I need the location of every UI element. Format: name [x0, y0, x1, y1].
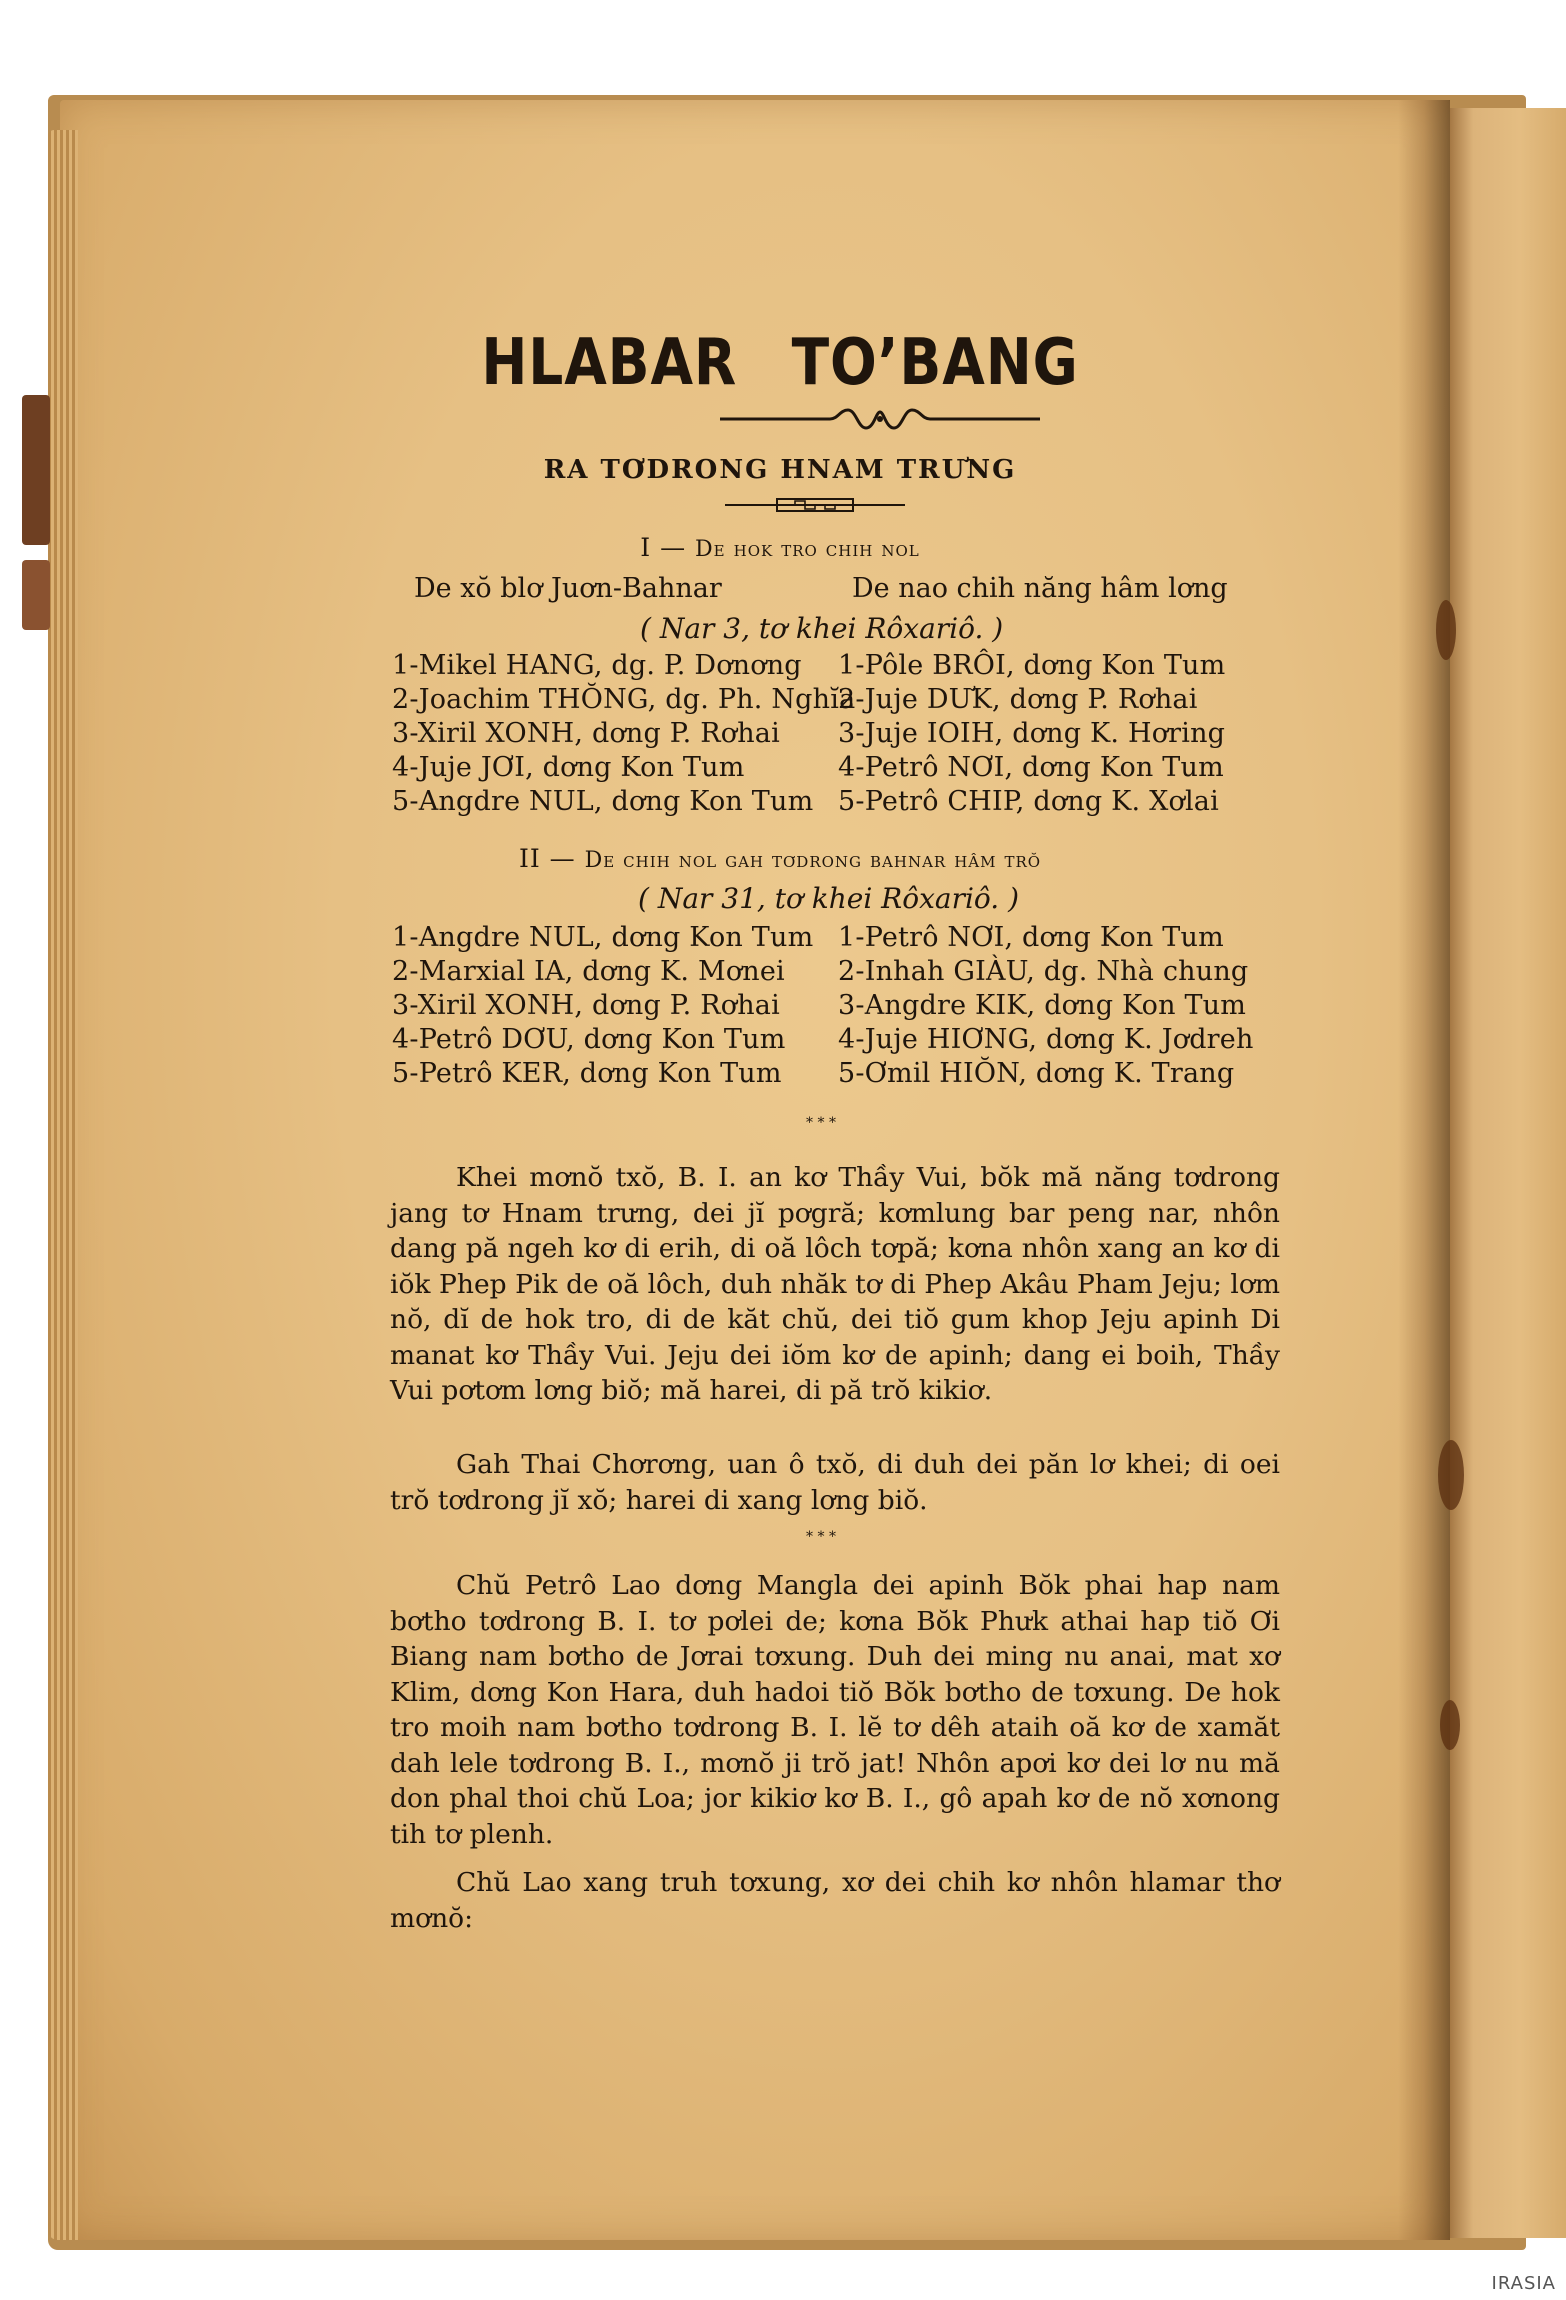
list-item: 3-Juje IOIH, dơng K. Hơring: [838, 718, 1226, 749]
edge-stain: [1440, 1700, 1460, 1750]
paragraph-text: Gah Thai Chơrơng, uan ô txŏ, di duh dei păn lơ khei; di oei trŏ tơdrong jĭ xŏ; harei di xang lơng biŏ.: [390, 1449, 1280, 1516]
watermark: IRASIA: [1491, 2273, 1556, 2294]
section-1-date-note: ( Nar 3, tơ khei Rôxariô. ): [640, 612, 1004, 645]
list-item: 3-Xiril XONH, dơng P. Rơhai: [392, 718, 780, 749]
section-1-right-header: De nao chih năng hâm lơng: [852, 573, 1228, 604]
facing-page-edge: [1450, 108, 1566, 2238]
list-item: 4-Juje JƠI, dơng Kon Tum: [392, 752, 745, 783]
paragraph-text: Khei mơnŏ txŏ, B. I. an kơ Thầy Vui, bŏk mă năng tơdrong jang tơ Hnam trưng, dei jĭ pơgră; kơmlung bar peng nar, nhôn dang pă ngeh kơ di erih, di oă lôch tơpă; kơna nhôn xang an kơ di iŏk Phep Pik de oă lôch, duh nhăk tơ di Phep Akâu Pham Jeju; lơm nŏ, dĭ de hok tro, di de kăt chŭ, dei tiŏ gum khop Jeju apinh Di manat kơ Thầy Vui. Jeju dei iŏm kơ de apinh; dang ei boih, Thầy Vui pơtơm lơng biŏ; mă harei, di pă trŏ kikiơ.: [390, 1162, 1280, 1406]
section-2-number: II —: [518, 844, 585, 873]
page-stack-edge: [48, 130, 78, 2240]
page-title: HLABAR TO’BANG: [481, 326, 1079, 400]
section-1-heading: [390, 533, 1170, 562]
paragraph: [390, 1160, 1280, 1409]
asterism-divider: * * *: [806, 1529, 836, 1545]
torn-edge-mark: [22, 560, 50, 630]
section-1-left-header: De xŏ blơ Juơn-Bahnar: [414, 573, 722, 604]
list-item: 4-Juje HIƠNG, dơng K. Jơdreh: [838, 1024, 1254, 1055]
page-subtitle: RA TƠDRONG HNAM TRƯNG: [543, 455, 1017, 485]
list-item: 4-Petrô DƠU, dơng Kon Tum: [392, 1024, 786, 1055]
subtitle-ornament-icon: [725, 495, 905, 515]
paragraph: [390, 1568, 1280, 1852]
asterism-divider: * * *: [806, 1115, 836, 1131]
paragraph: [390, 1447, 1280, 1518]
list-item: 3-Angdre KIK, dơng Kon Tum: [838, 990, 1247, 1021]
list-item: 2-Marxial IA, dơng K. Mơnei: [392, 956, 785, 987]
title-ornament-icon: [720, 404, 1040, 434]
list-item: 1-Angdre NUL, dơng Kon Tum: [392, 922, 814, 953]
section-1-title: De hok tro chih nol: [695, 537, 920, 562]
list-item: 2-Joachim THŎNG, dg. Ph. Nghĭa: [392, 684, 856, 715]
section-2-heading: [390, 844, 1170, 873]
binding-gutter: [1398, 100, 1450, 2240]
paragraph-text: Chŭ Petrô Lao dơng Mangla dei apinh Bŏk phai hap nam bơtho tơdrong B. I. tơ pơlei de; kơna Bŏk Phưk athai hap tiŏ Ơi Biang nam bơtho de Jơrai tơxung. Duh dei ming nu anai, mat xơ Klim, dơng Kon Hara, duh hadoi tiŏ Bŏk bơtho de tơxung. De hok tro moih nam bơtho tơdrong B. I. lĕ tơ dêh ataih oă kơ de xamăt dah lele tơdrong B. I., mơnŏ ji trŏ jat! Nhôn apơi kơ dei lơ nu mă don phal thoi chŭ Loa; jor kikiơ kơ B. I., gô apah kơ de nŏ xơnong tih tơ plenh.: [390, 1570, 1280, 1850]
list-item: 4-Petrô NƠI, dơng Kon Tum: [838, 752, 1224, 783]
list-item: 1-Pôle BRÔI, dơng Kon Tum: [838, 650, 1226, 681]
torn-edge-mark: [22, 395, 50, 545]
list-item: 3-Xiril XONH, dơng P. Rơhai: [392, 990, 780, 1021]
list-item: 1-Petrô NƠI, dơng Kon Tum: [838, 922, 1224, 953]
list-item: 5-Petrô KER, dơng Kon Tum: [392, 1058, 782, 1089]
list-item: 1-Mikel HANG, dg. P. Dơnơng: [392, 650, 802, 681]
section-2-title: De chih nol gah tơdrong bahnar hâm trŏ: [584, 848, 1042, 873]
list-item: 5-Ơmil HIŎN, dơng K. Trang: [838, 1058, 1235, 1089]
edge-stain: [1436, 600, 1456, 660]
section-2-date-note: ( Nar 31, tơ khei Rôxariô. ): [638, 882, 1020, 915]
list-item: 5-Petrô CHIP, dơng K. Xơlai: [838, 786, 1219, 817]
list-item: 2-Inhah GIÀU, dg. Nhà chung: [838, 956, 1249, 987]
paragraph: [390, 1865, 1280, 1936]
list-item: 5-Angdre NUL, dơng Kon Tum: [392, 786, 814, 817]
list-item: 2-Juje DƯK, dơng P. Rơhai: [838, 684, 1198, 715]
section-1-number: I —: [640, 533, 696, 562]
edge-stain: [1438, 1440, 1464, 1510]
paragraph-text: Chŭ Lao xang truh tơxung, xơ dei chih kơ nhôn hlamar thơ mơnŏ:: [390, 1867, 1280, 1934]
